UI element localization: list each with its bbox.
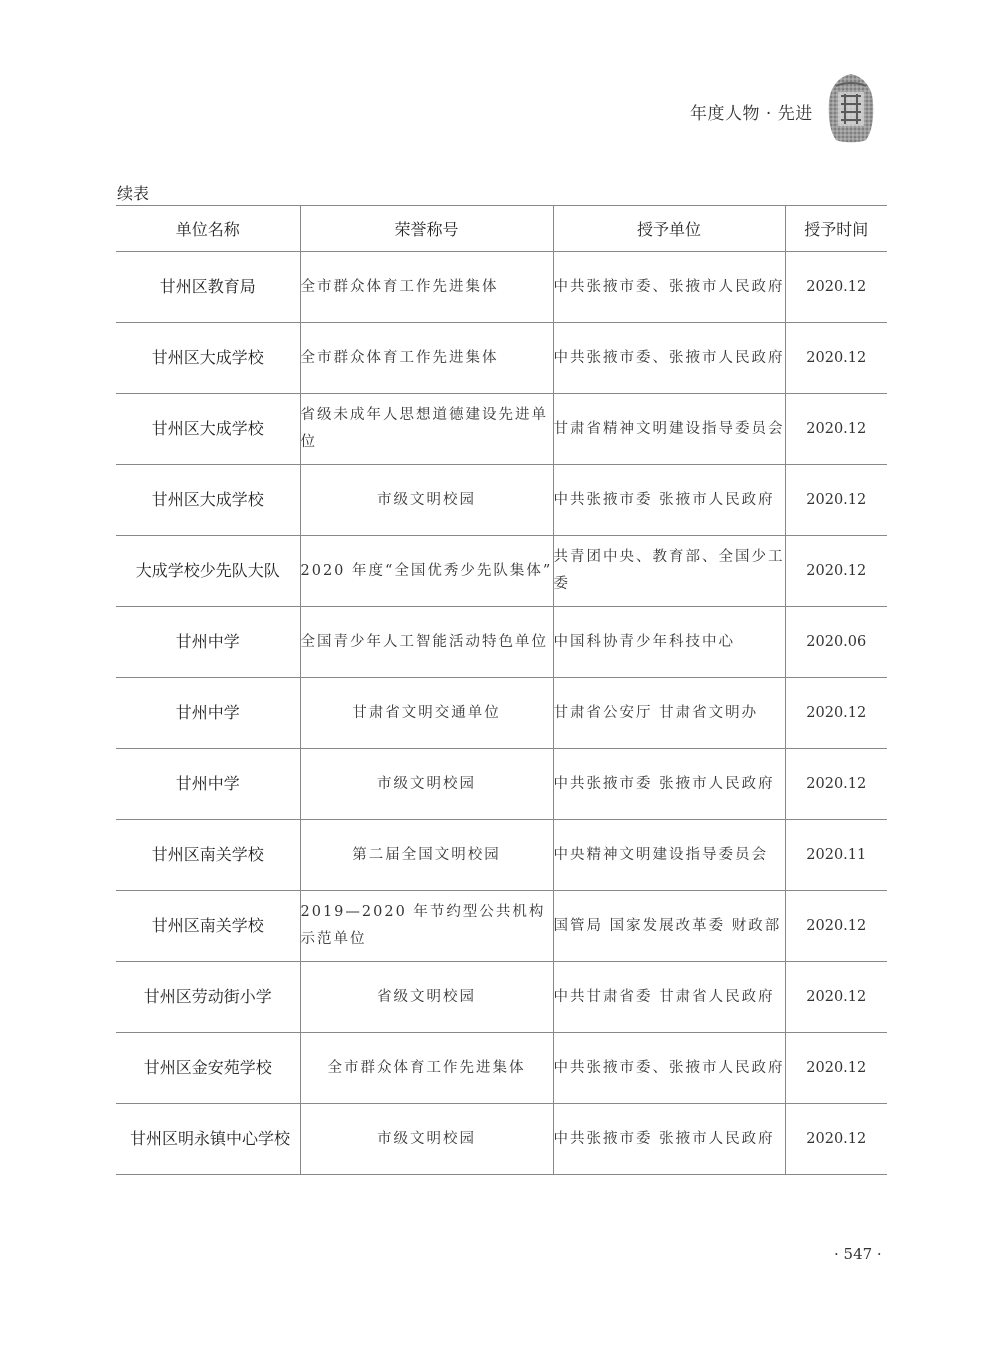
honor-cell: 市级文明校园 — [300, 1104, 553, 1175]
table-row — [116, 536, 887, 607]
honor-cell: 全市群众体育工作先进集体 — [300, 1033, 553, 1104]
date-cell: 2020.12 — [785, 1104, 887, 1175]
grantor-cell: 中共张掖市委、张掖市人民政府 — [553, 252, 785, 323]
honors-table — [116, 205, 887, 1175]
table-row — [116, 394, 887, 465]
table-row — [116, 749, 887, 820]
honor-cell: 省级文明校园 — [300, 962, 553, 1033]
table-header-row — [116, 206, 887, 252]
grantor-cell: 甘肃省精神文明建设指导委员会 — [553, 394, 785, 465]
date-cell: 2020.12 — [785, 749, 887, 820]
unit-cell: 甘州中学 — [116, 749, 300, 820]
honor-cell: 市级文明校园 — [300, 749, 553, 820]
table-row — [116, 607, 887, 678]
column-header-date: 授予时间 — [785, 206, 887, 252]
unit-cell: 甘州区南关学校 — [116, 820, 300, 891]
column-header-grantor: 授予单位 — [553, 206, 785, 252]
unit-cell: 甘州区金安苑学校 — [116, 1033, 300, 1104]
grantor-cell: 甘肃省公安厅 甘肃省文明办 — [553, 678, 785, 749]
honor-cell: 全市群众体育工作先进集体 — [300, 252, 553, 323]
seal-stamp-icon — [826, 72, 876, 144]
table-row — [116, 465, 887, 536]
table-continued-label: 续表 — [117, 184, 150, 203]
honor-cell: 甘肃省文明交通单位 — [300, 678, 553, 749]
date-cell: 2020.12 — [785, 323, 887, 394]
date-cell: 2020.12 — [785, 465, 887, 536]
honor-cell: 第二届全国文明校园 — [300, 820, 553, 891]
unit-cell: 甘州区劳动街小学 — [116, 962, 300, 1033]
page-number: · 547 · — [834, 1245, 882, 1263]
honor-cell: 省级未成年人思想道德建设先进单位 — [300, 394, 553, 465]
grantor-cell: 中央精神文明建设指导委员会 — [553, 820, 785, 891]
unit-cell: 甘州区南关学校 — [116, 891, 300, 962]
date-cell: 2020.12 — [785, 891, 887, 962]
column-header-honor: 荣誉称号 — [300, 206, 553, 252]
honor-cell: 2020 年度“全国优秀少先队集体” — [300, 536, 553, 607]
table-row — [116, 323, 887, 394]
grantor-cell: 中共张掖市委、张掖市人民政府 — [553, 323, 785, 394]
date-cell: 2020.12 — [785, 962, 887, 1033]
unit-cell: 甘州区教育局 — [116, 252, 300, 323]
honor-cell: 全市群众体育工作先进集体 — [300, 323, 553, 394]
unit-cell: 甘州区明永镇中心学校 — [116, 1104, 300, 1175]
unit-cell: 甘州区大成学校 — [116, 394, 300, 465]
table-row — [116, 1033, 887, 1104]
honor-cell: 全国青少年人工智能活动特色单位 — [300, 607, 553, 678]
table-row — [116, 820, 887, 891]
grantor-cell: 中国科协青少年科技中心 — [553, 607, 785, 678]
unit-cell: 甘州中学 — [116, 607, 300, 678]
grantor-cell: 共青团中央、教育部、全国少工委 — [553, 536, 785, 607]
unit-cell: 甘州区大成学校 — [116, 465, 300, 536]
column-header-unit: 单位名称 — [116, 206, 300, 252]
table-row — [116, 1104, 887, 1175]
grantor-cell: 中共张掖市委、张掖市人民政府 — [553, 1033, 785, 1104]
unit-cell: 甘州区大成学校 — [116, 323, 300, 394]
date-cell: 2020.06 — [785, 607, 887, 678]
date-cell: 2020.12 — [785, 678, 887, 749]
grantor-cell: 中共甘肃省委 甘肃省人民政府 — [553, 962, 785, 1033]
unit-cell: 甘州中学 — [116, 678, 300, 749]
grantor-cell: 中共张掖市委 张掖市人民政府 — [553, 1104, 785, 1175]
running-head: 年度人物 · 先进 — [690, 104, 813, 124]
table-row — [116, 891, 887, 962]
table-row — [116, 962, 887, 1033]
table-row — [116, 678, 887, 749]
date-cell: 2020.12 — [785, 394, 887, 465]
grantor-cell: 中共张掖市委 张掖市人民政府 — [553, 749, 785, 820]
grantor-cell: 中共张掖市委 张掖市人民政府 — [553, 465, 785, 536]
table-row — [116, 252, 887, 323]
honor-cell: 市级文明校园 — [300, 465, 553, 536]
date-cell: 2020.12 — [785, 1033, 887, 1104]
date-cell: 2020.12 — [785, 536, 887, 607]
grantor-cell: 国管局 国家发展改革委 财政部 — [553, 891, 785, 962]
unit-cell: 大成学校少先队大队 — [116, 536, 300, 607]
date-cell: 2020.11 — [785, 820, 887, 891]
date-cell: 2020.12 — [785, 252, 887, 323]
honor-cell: 2019—2020 年节约型公共机构示范单位 — [300, 891, 553, 962]
